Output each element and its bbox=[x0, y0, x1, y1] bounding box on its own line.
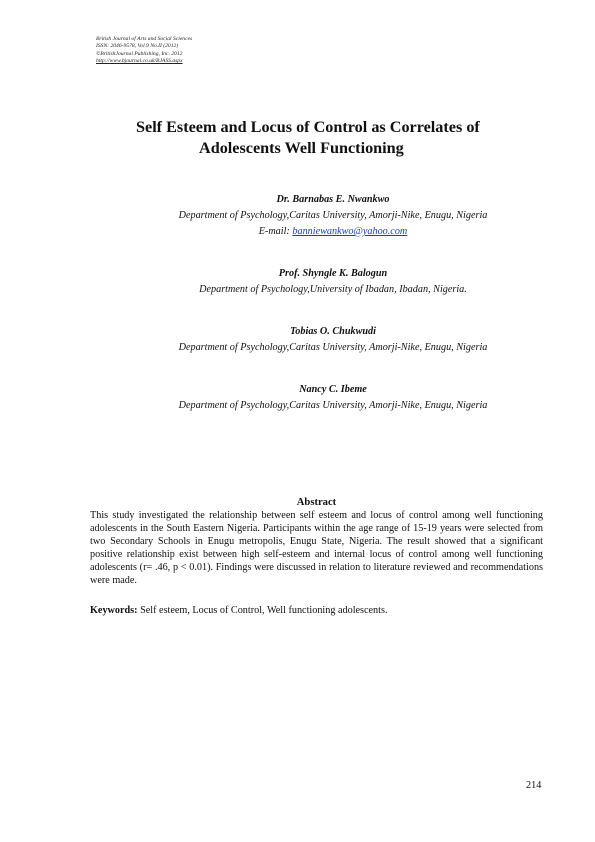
email-link[interactable]: banniewankwo@yahoo.com bbox=[292, 226, 408, 237]
author-name: Nancy C. Ibeme bbox=[299, 384, 367, 395]
author-name: Prof. Shyngle K. Balogun bbox=[278, 268, 388, 279]
abstract-body: This study investigated the relationship between self esteem and locus of control among well functioning adolescents in the South Eastern Nigeria. Participants within the age range of 15-19 years were selected from two Secondary Schools in Enugu metropolis, Enugu State, Nigeria. The result showed that a significant positive relationship exist between high self-esteem and internal locus of control among well functioning adolescents (r= .46, p < 0.01). Findings were discussed in relation to literature reviewed and recommendations were made. bbox=[90, 510, 543, 587]
journal-copyright: ©BritishJournal Publishing, Inc. 2012 bbox=[96, 50, 183, 57]
author-affiliation: Department of Psychology,University of Ibadan, Ibadan, Nigeria. bbox=[199, 284, 467, 295]
keywords-text: Self esteem, Locus of Control, Well functioning adolescents. bbox=[137, 605, 388, 616]
page-number: 214 bbox=[526, 780, 542, 791]
author-affiliation: Department of Psychology,Caritas University, Amorji-Nike, Enugu, Nigeria bbox=[178, 342, 488, 353]
email-label: E-mail: bbox=[258, 226, 293, 237]
abstract-section bbox=[90, 496, 543, 588]
author-affiliation: Department of Psychology,Caritas University, Amorji-Nike, Enugu, Nigeria bbox=[178, 400, 488, 411]
author-2 bbox=[60, 266, 595, 298]
paper-title bbox=[90, 117, 550, 158]
author-email-line bbox=[60, 224, 595, 240]
journal-metadata bbox=[96, 36, 192, 65]
paper-title-line-1: Self Esteem and Locus of Control as Correlates of bbox=[136, 118, 480, 136]
abstract-heading: Abstract bbox=[296, 497, 337, 508]
keywords bbox=[90, 604, 543, 617]
author-3 bbox=[60, 324, 595, 356]
author-name: Tobias O. Chukwudi bbox=[290, 326, 376, 337]
journal-url[interactable]: http://www.bjournal.co.uk/BJASS.aspx bbox=[96, 57, 183, 64]
keywords-label: Keywords: bbox=[90, 605, 138, 616]
author-1 bbox=[60, 192, 595, 240]
journal-issn: ISSN: 2046-9578, Vol.9 No.II (2012) bbox=[96, 43, 179, 50]
paper-title-line-2: Adolescents Well Functioning bbox=[199, 138, 404, 157]
author-affiliation: Department of Psychology,Caritas University, Amorji-Nike, Enugu, Nigeria bbox=[178, 210, 488, 221]
author-4 bbox=[60, 382, 595, 414]
journal-name: British Journal of Arts and Social Sciences bbox=[96, 36, 193, 42]
author-name: Dr. Barnabas E. Nwankwo bbox=[276, 194, 390, 205]
